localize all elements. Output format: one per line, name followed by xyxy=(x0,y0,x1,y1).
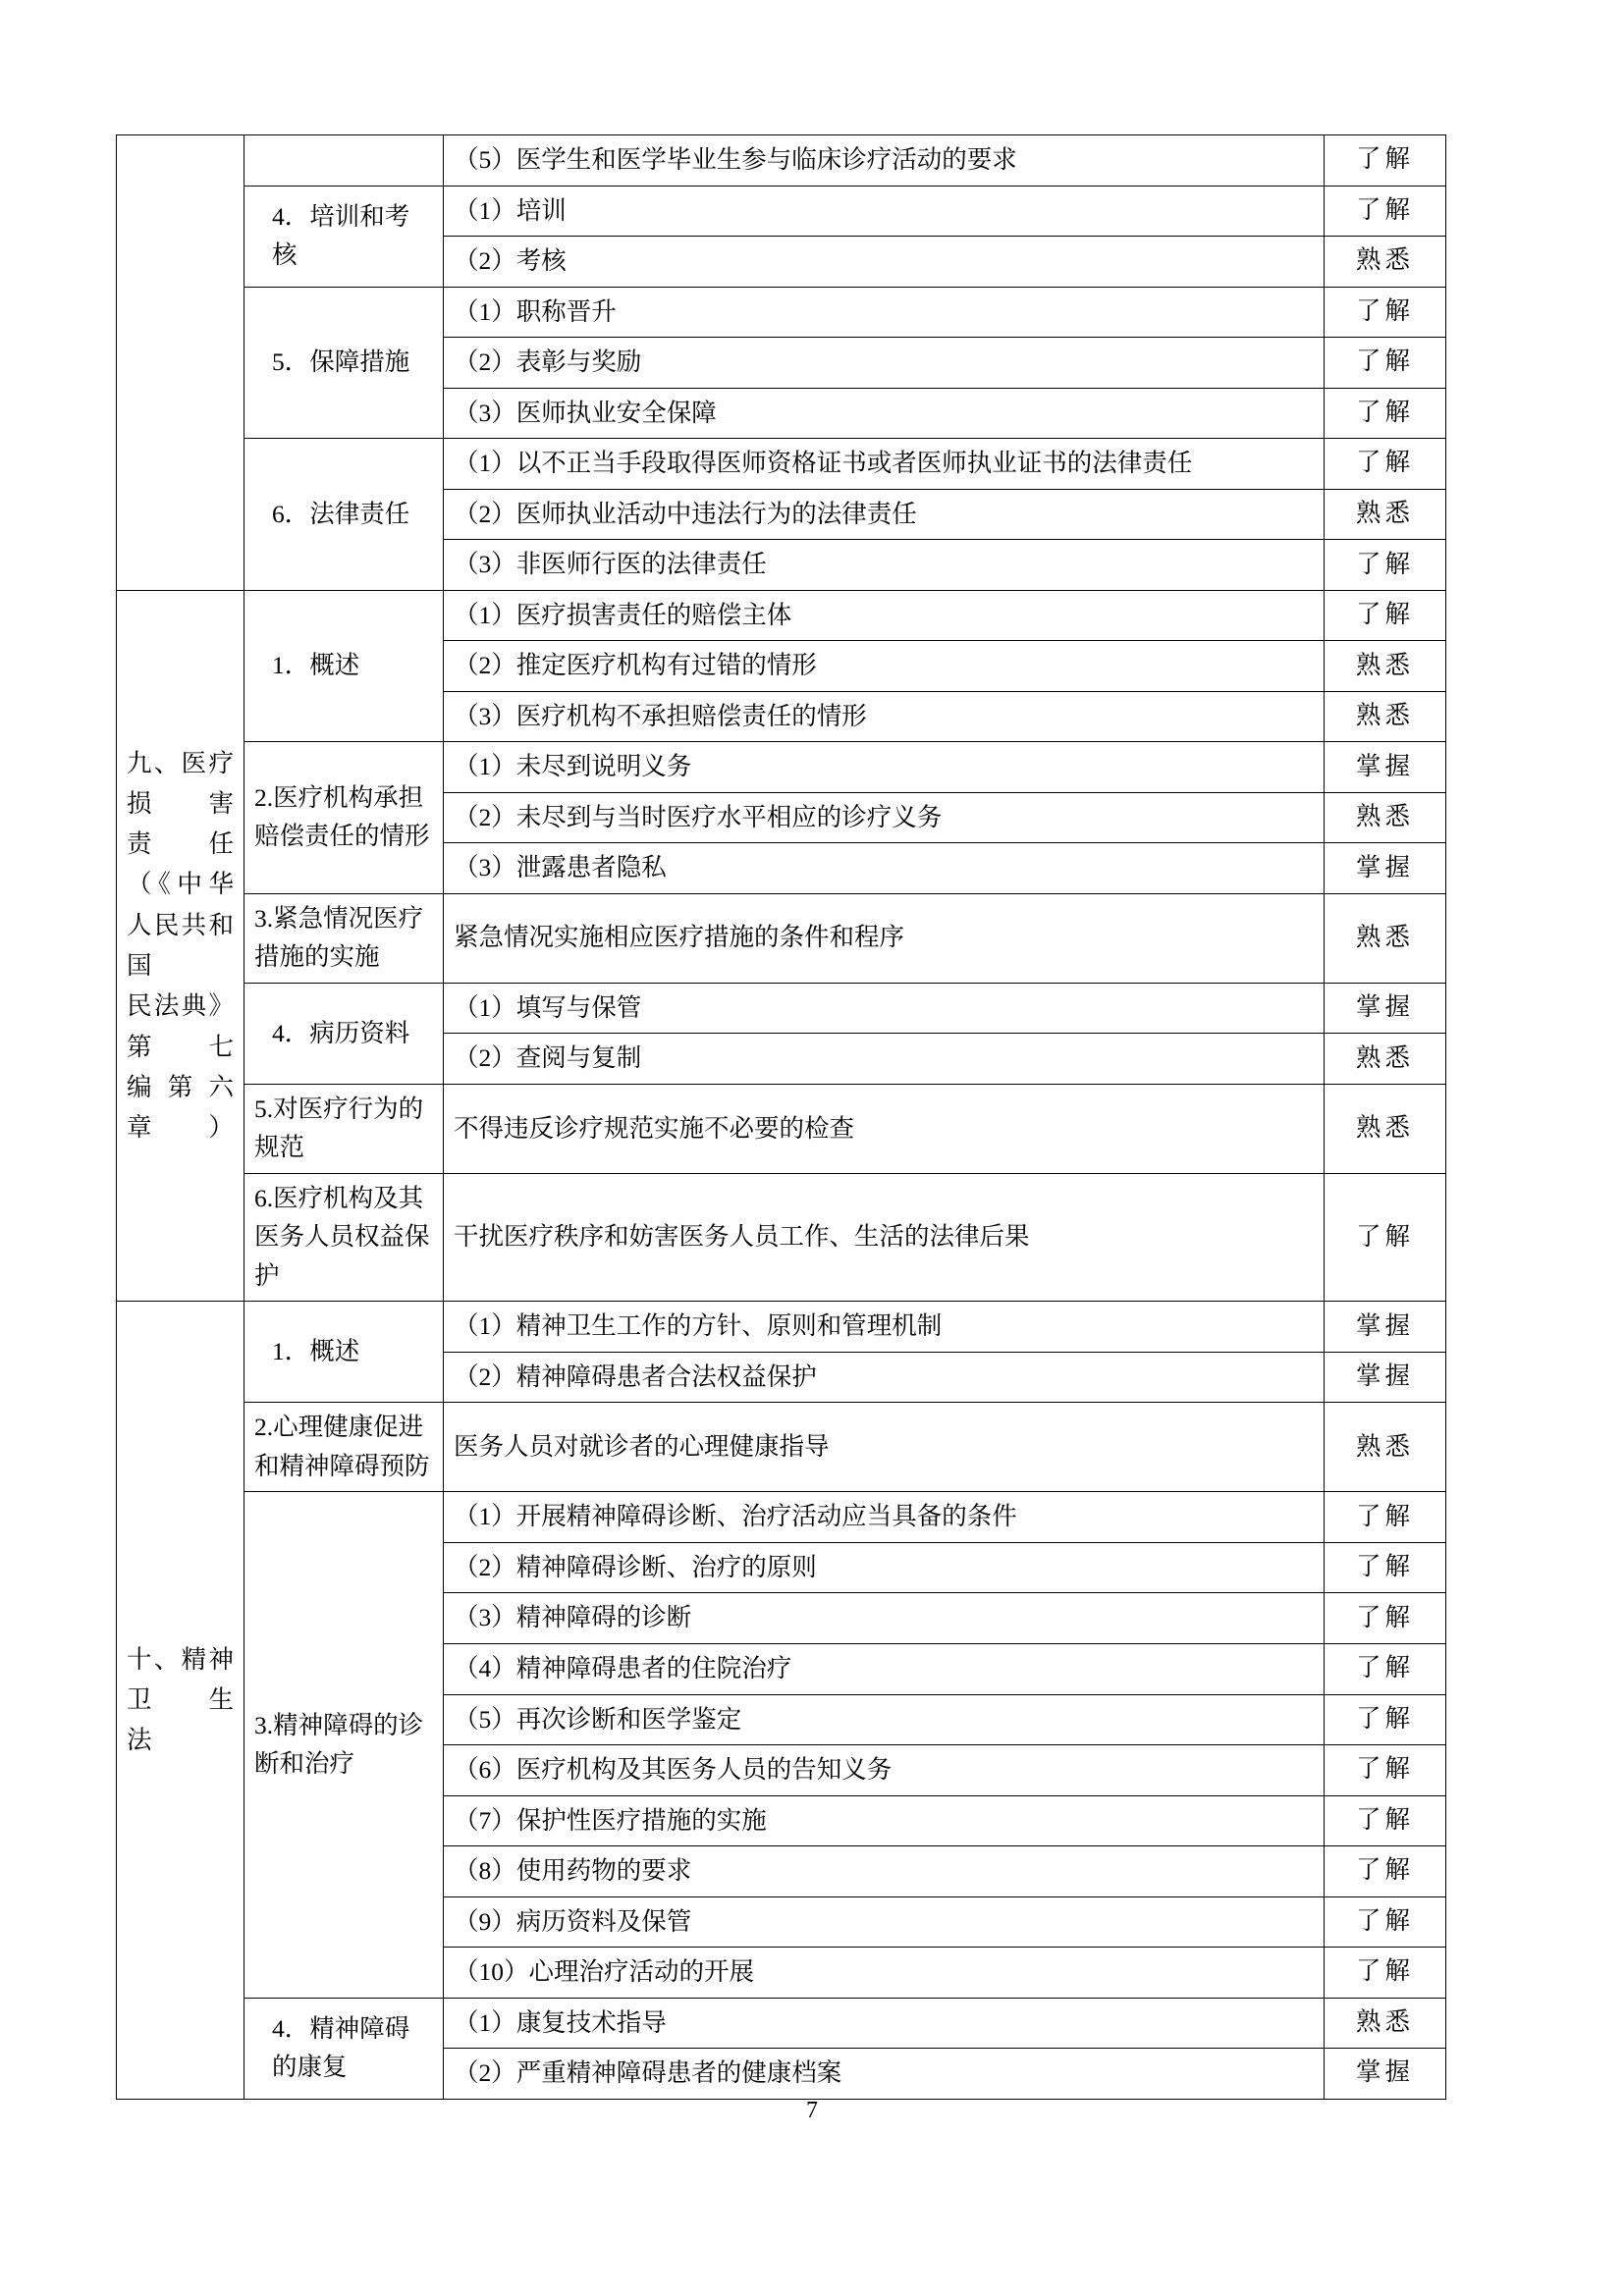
point-cell: （4）精神障碍患者的住院治疗 xyxy=(444,1643,1325,1694)
point-cell: （1）未尽到说明义务 xyxy=(444,742,1325,793)
point-cell: （1）培训 xyxy=(444,186,1325,237)
table-row xyxy=(117,893,1446,983)
level-cell: 了解 xyxy=(1325,1542,1446,1593)
table-body xyxy=(117,135,1446,2100)
topic-label-cell: 4．培训和考核 xyxy=(244,186,444,287)
topic-label-cell: 4．精神障碍的康复 xyxy=(244,1998,444,2099)
level-cell: 了解 xyxy=(1325,1643,1446,1694)
level-cell: 熟悉 xyxy=(1325,1034,1446,1085)
level-cell: 了解 xyxy=(1325,1694,1446,1745)
section-label-line: 编第六章） xyxy=(127,1072,234,1143)
point-cell: 医务人员对就诊者的心理健康指导 xyxy=(444,1403,1325,1492)
point-cell: 紧急情况实施相应医疗措施的条件和程序 xyxy=(444,893,1325,983)
point-cell: （1）职称晋升 xyxy=(444,287,1325,338)
section-label-line: 责任（《中华 xyxy=(127,829,234,899)
topic-label-cell: 4．病历资料 xyxy=(244,983,444,1084)
table-row xyxy=(117,1084,1446,1173)
page-number: 7 xyxy=(806,2098,818,2123)
point-cell: （1）精神卫生工作的方针、原则和管理机制 xyxy=(444,1302,1325,1353)
point-cell: （3）精神障碍的诊断 xyxy=(444,1593,1325,1644)
table-row xyxy=(117,439,1446,490)
table-row xyxy=(117,1998,1446,2049)
table-row xyxy=(117,983,1446,1034)
level-cell: 掌握 xyxy=(1325,1302,1446,1353)
level-cell: 熟悉 xyxy=(1325,489,1446,540)
point-cell: （2）未尽到与当时医疗水平相应的诊疗义务 xyxy=(444,792,1325,843)
point-cell: （5）再次诊断和医学鉴定 xyxy=(444,1694,1325,1745)
level-cell: 了解 xyxy=(1325,540,1446,591)
topic-label-cell: 6．法律责任 xyxy=(244,439,444,591)
level-cell: 掌握 xyxy=(1325,742,1446,793)
topic-label-cell: 5.对医疗行为的规范 xyxy=(244,1084,444,1173)
point-cell: 不得违反诊疗规范实施不必要的检查 xyxy=(444,1084,1325,1173)
point-cell: （3）泄露患者隐私 xyxy=(444,843,1325,894)
level-cell: 了解 xyxy=(1325,1492,1446,1543)
level-cell: 了解 xyxy=(1325,1846,1446,1897)
topic-label-cell: 5．保障措施 xyxy=(244,287,444,439)
table-row xyxy=(117,1302,1446,1353)
point-cell: （1）开展精神障碍诊断、治疗活动应当具备的条件 xyxy=(444,1492,1325,1543)
topic-label-cell: 3.紧急情况医疗措施的实施 xyxy=(244,893,444,983)
point-cell: （2）考核 xyxy=(444,237,1325,288)
topic-label-cell: 2.心理健康促进和精神障碍预防 xyxy=(244,1403,444,1492)
level-cell: 熟悉 xyxy=(1325,691,1446,742)
point-cell: （3）医疗机构不承担赔偿责任的情形 xyxy=(444,691,1325,742)
point-cell: （7）保护性医疗措施的实施 xyxy=(444,1795,1325,1846)
point-cell: （5）医学生和医学毕业生参与临床诊疗活动的要求 xyxy=(444,135,1325,187)
point-cell: （1）医疗损害责任的赔偿主体 xyxy=(444,590,1325,641)
point-cell: （2）推定医疗机构有过错的情形 xyxy=(444,641,1325,692)
level-cell: 熟悉 xyxy=(1325,792,1446,843)
section-label-line: 民法典》第七 xyxy=(127,991,234,1061)
level-cell: 熟悉 xyxy=(1325,237,1446,288)
section-label-cell-continued xyxy=(117,135,244,591)
section-label-line: 人民共和国 xyxy=(127,910,234,980)
point-cell: （3）非医师行医的法律责任 xyxy=(444,540,1325,591)
level-cell: 掌握 xyxy=(1325,983,1446,1034)
level-cell: 了解 xyxy=(1325,338,1446,389)
level-cell: 熟悉 xyxy=(1325,1403,1446,1492)
point-cell: （6）医疗机构及其医务人员的告知义务 xyxy=(444,1745,1325,1796)
section-label-cell-nine xyxy=(117,590,244,1302)
level-cell: 了解 xyxy=(1325,287,1446,338)
table-row xyxy=(117,1173,1446,1302)
syllabus-table xyxy=(116,134,1446,2100)
level-cell: 掌握 xyxy=(1325,843,1446,894)
level-cell: 掌握 xyxy=(1325,2049,1446,2100)
point-cell: （2）表彰与奖励 xyxy=(444,338,1325,389)
point-cell: （1）以不正当手段取得医师资格证书或者医师执业证书的法律责任 xyxy=(444,439,1325,490)
point-cell: （1）填写与保管 xyxy=(444,983,1325,1034)
topic-label-cell: 3.精神障碍的诊断和治疗 xyxy=(244,1492,444,1998)
topic-label-cell: 1．概述 xyxy=(244,590,444,742)
point-cell: （1）康复技术指导 xyxy=(444,1998,1325,2049)
syllabus-table-wrapper xyxy=(116,134,1445,2100)
section-label-line: 十、精神卫生 xyxy=(127,1644,234,1714)
level-cell: 了解 xyxy=(1325,1593,1446,1644)
section-label-cell-ten xyxy=(117,1302,244,2099)
point-cell: （2）精神障碍患者合法权益保护 xyxy=(444,1352,1325,1403)
table-row xyxy=(117,1403,1446,1492)
level-cell: 熟悉 xyxy=(1325,1998,1446,2049)
table-row xyxy=(117,135,1446,187)
point-cell: （2）精神障碍诊断、治疗的原则 xyxy=(444,1542,1325,1593)
table-row xyxy=(117,742,1446,793)
level-cell: 熟悉 xyxy=(1325,1084,1446,1173)
level-cell: 了解 xyxy=(1325,186,1446,237)
point-cell: 干扰医疗秩序和妨害医务人员工作、生活的法律后果 xyxy=(444,1173,1325,1302)
point-cell: （2）查阅与复制 xyxy=(444,1034,1325,1085)
topic-label-cell: 2.医疗机构承担赔偿责任的情形 xyxy=(244,742,444,894)
point-cell: （9）病历资料及保管 xyxy=(444,1896,1325,1948)
point-cell: （2）医师执业活动中违法行为的法律责任 xyxy=(444,489,1325,540)
level-cell: 了解 xyxy=(1325,590,1446,641)
table-row xyxy=(117,186,1446,237)
level-cell: 掌握 xyxy=(1325,1352,1446,1403)
level-cell: 了解 xyxy=(1325,1795,1446,1846)
topic-label-cell: 6.医疗机构及其医务人员权益保护 xyxy=(244,1173,444,1302)
topic-label-cell: 1．概述 xyxy=(244,1302,444,1403)
level-cell: 了解 xyxy=(1325,135,1446,187)
section-label-line: 九、医疗损害 xyxy=(127,748,234,818)
level-cell: 了解 xyxy=(1325,388,1446,439)
table-row xyxy=(117,590,1446,641)
level-cell: 了解 xyxy=(1325,1896,1446,1948)
point-cell: （10）心理治疗活动的开展 xyxy=(444,1948,1325,1999)
level-cell: 了解 xyxy=(1325,1948,1446,1999)
topic-label-cell xyxy=(244,135,444,187)
point-cell: （8）使用药物的要求 xyxy=(444,1846,1325,1897)
level-cell: 了解 xyxy=(1325,1745,1446,1796)
table-row xyxy=(117,287,1446,338)
level-cell: 熟悉 xyxy=(1325,641,1446,692)
point-cell: （3）医师执业安全保障 xyxy=(444,388,1325,439)
point-cell: （2）严重精神障碍患者的健康档案 xyxy=(444,2049,1325,2100)
level-cell: 熟悉 xyxy=(1325,893,1446,983)
section-label-line: 法 xyxy=(127,1726,152,1755)
level-cell: 了解 xyxy=(1325,439,1446,490)
level-cell: 了解 xyxy=(1325,1173,1446,1302)
table-row xyxy=(117,1492,1446,1543)
